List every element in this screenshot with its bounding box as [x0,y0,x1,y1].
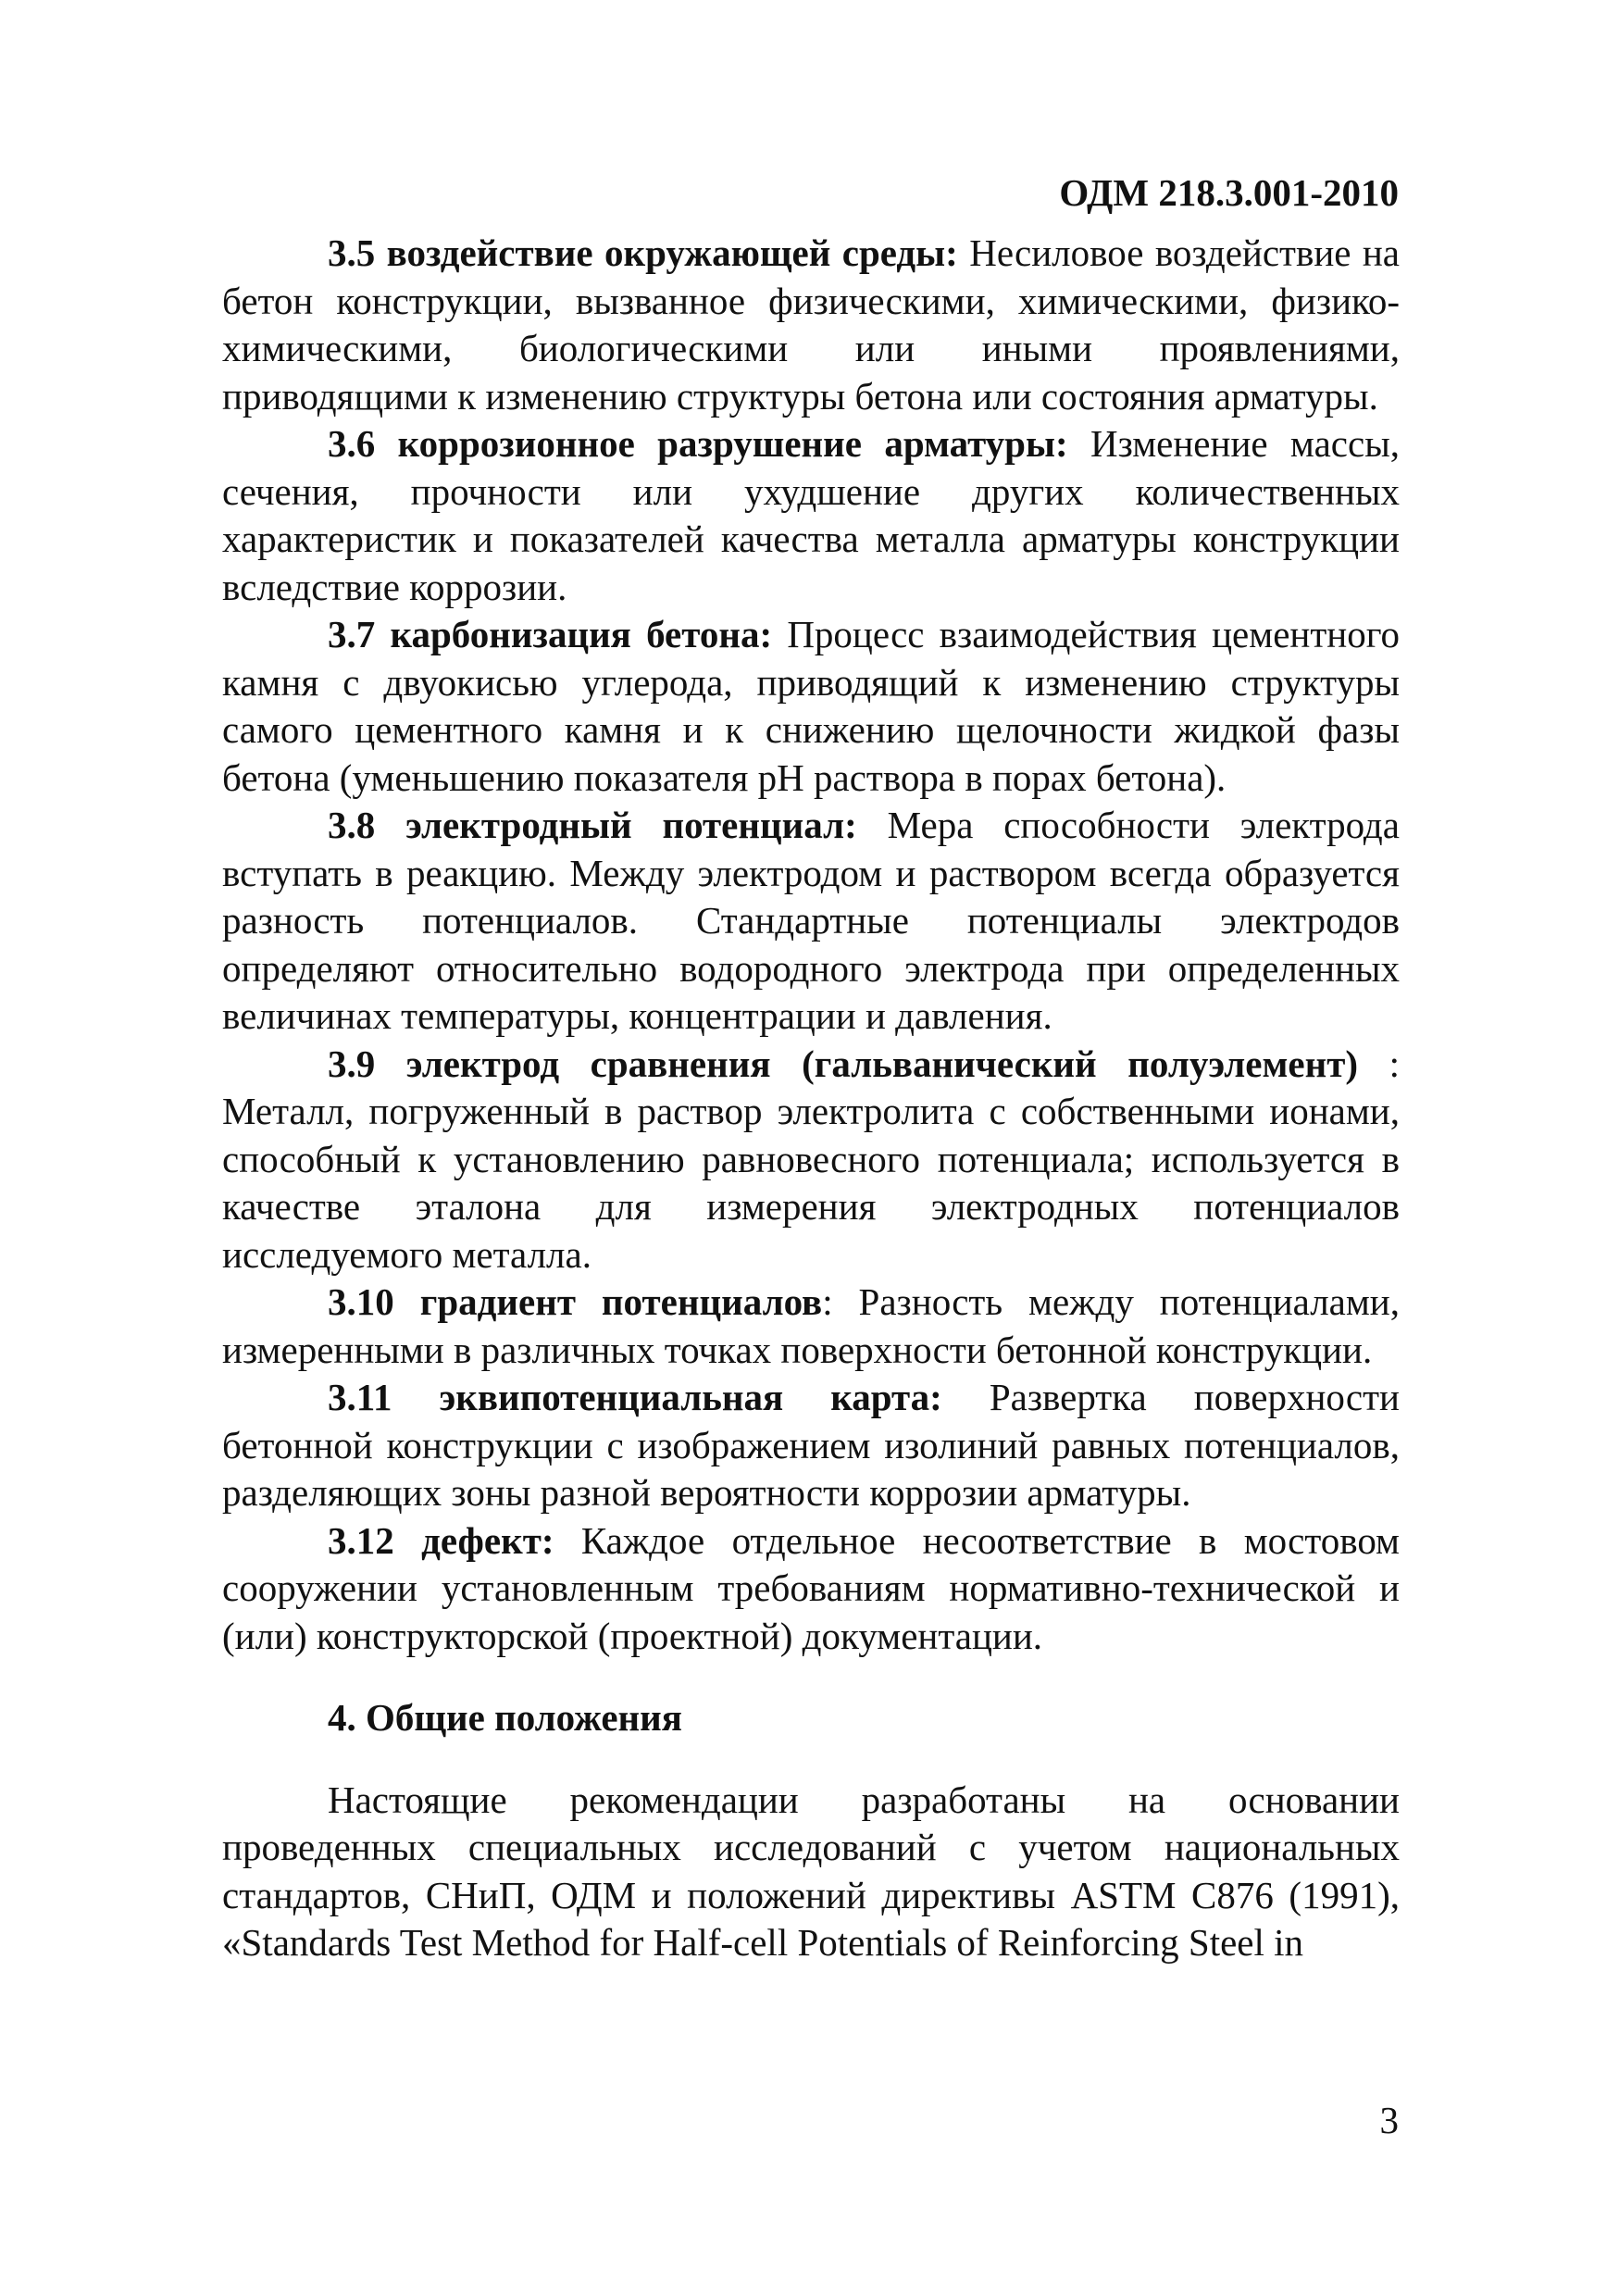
definition-term: 3.10 градиент потенциалов [328,1280,823,1323]
definition-term: 3.9 электрод сравнения (гальванический полуэлемент) [328,1042,1359,1085]
document-code: ОДМ 218.3.001-2010 [1059,171,1399,214]
definition-3-11 [222,1374,1400,1517]
section-paragraph: Настоящие рекомендации разработаны на основании проведенных специальных исследований с учетом национальных стандартов, СНиП, ОДМ и положений директивы ASTM C876 (1991), «Standards Test Method for Half-cell Potentials of Reinforcing Steel in [222,1778,1400,1964]
definition-term: 3.11 эквипотенциальная карта: [328,1376,942,1418]
page-number: 3 [1379,2099,1399,2141]
page-content [222,230,1400,1967]
definition-text: : Разность между потенциалами, измеренными в различных точках поверхности бетонной конструкции. [222,1280,1400,1371]
definition-text: Изменение массы, сечения, прочности или ухудшение других количественных характеристик и показателей качества металла арматуры конструкции вследствие коррозии. [222,422,1400,608]
definition-3-9 [222,1041,1400,1279]
definition-term: 3.12 дефект: [328,1518,554,1562]
definition-3-8 [222,802,1400,1041]
definition-text: Процесс взаимодействия цементного камня с двуокисью углерода, приводящий к изменению структуры самого цементного камня и к снижению щелочности жидкой фазы бетона (уменьшению показателя pH раствора в порах бетона). [222,613,1400,799]
definition-text: Развертка поверхности бетонной конструкции с изображением изолиний равных потенциалов, разделяющих зоны разной вероятности коррозии арматуры. [222,1376,1400,1514]
definition-term: 3.6 коррозионное разрушение арматуры: [328,422,1068,465]
definition-3-6 [222,420,1400,611]
definition-text: Каждое отдельное несоответствие в мостовом сооружении установленным требованиям нормативно-технической и (или) конструкторской (проектной) документации. [222,1518,1401,1657]
definition-term: 3.5 воздействие окружающей среды: [328,231,958,274]
definition-3-10 [222,1279,1400,1374]
section-heading: 4. Общие положения [328,1696,682,1739]
definition-term: 3.7 карбонизация бетона: [328,613,773,655]
definition-text: Несиловое воздействие на бетон конструкции, вызванное физическими, химическими, физико-химическими, биологическими или иными проявлениями, приводящими к изменению структуры бетона или состояния арматуры. [222,231,1400,418]
definition-text: Мера способности электрода вступать в реакцию. Между электродом и раствором всегда образуется разность потенциалов. Стандартные потенциалы электродов определяют относительно водородного электрода при определенных величинах температуры, концентрации и давления. [222,804,1400,1037]
definition-text: : Металл, погруженный в раствор электролита с собственными ионами, способный к установлению равновесного потенциала; используется в качестве эталона для измерения электродных потенциалов исследуемого металла. [222,1042,1400,1276]
definition-3-5 [222,230,1400,420]
definition-3-12 [222,1517,1400,1661]
definition-term: 3.8 электродный потенциал: [328,804,857,846]
definition-3-7 [222,611,1400,802]
